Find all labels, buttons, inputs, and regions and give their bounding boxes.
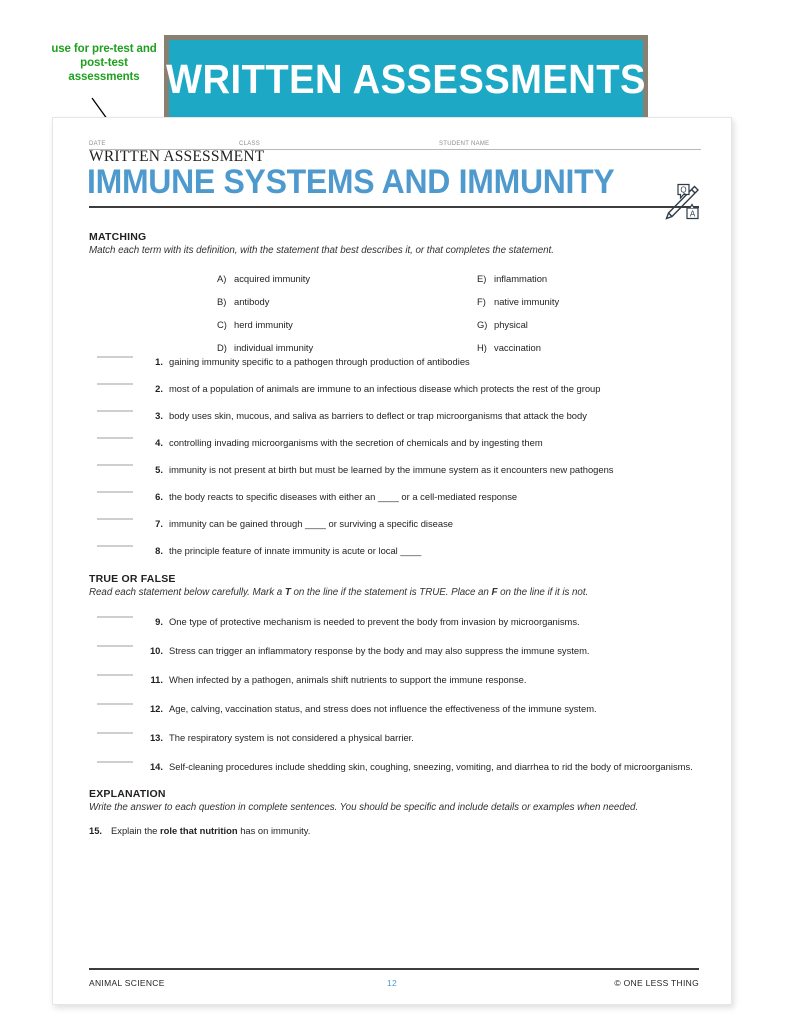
true-false-number-10: 10. <box>149 645 163 656</box>
term-letter-g: G) <box>477 319 488 330</box>
class-rule <box>239 149 439 150</box>
term-letter-e: E) <box>477 273 487 284</box>
matching-number-2: 2. <box>155 383 163 394</box>
answer-blank-5[interactable] <box>97 464 133 466</box>
term-letter-a: A) <box>217 273 227 284</box>
true-false-row-10 <box>89 645 701 659</box>
answer-blank-9[interactable] <box>97 616 133 618</box>
matching-text-8: the principle feature of innate immunity is acute or local ____ <box>169 545 422 556</box>
footer-course-label: ANIMAL SCIENCE <box>89 978 165 988</box>
answer-blank-4[interactable] <box>97 437 133 439</box>
matching-number-4: 4. <box>155 437 163 448</box>
student-name-rule <box>439 149 701 150</box>
worksheet-page <box>52 117 732 1005</box>
title-divider <box>89 206 699 208</box>
matching-text-6: the body reacts to specific diseases with either an ____ or a cell-mediated response <box>169 491 518 502</box>
section-instructions-explanation: Write the answer to each question in complete sentences. You should be specific and include details or examples when needed. <box>89 802 639 813</box>
section-instructions-true-false: Read each statement below carefully. Mark a T on the line if the statement is TRUE. Place an F on the line if it is not. <box>89 587 589 598</box>
svg-text:Q: Q <box>680 185 687 195</box>
term-letter-d: D) <box>217 342 227 353</box>
true-false-number-13: 13. <box>149 732 163 743</box>
assessment-kicker: WRITTEN ASSESSMENT <box>89 148 265 165</box>
section-instructions-matching: Match each term with its definition, with the statement that best describes it, or that completes the statement. <box>89 245 554 256</box>
term-letter-h: H) <box>477 342 487 353</box>
true-false-text-14: Self-cleaning procedures include shedding skin, coughing, sneezing, vomiting, and diarrhea to rid the body of microorganisms. <box>169 761 693 772</box>
answer-blank-3[interactable] <box>97 410 133 412</box>
footer-page-number: 12 <box>386 978 398 988</box>
answer-blank-6[interactable] <box>97 491 133 493</box>
matching-row-6 <box>89 491 701 505</box>
matching-row-1 <box>89 356 701 370</box>
true-false-number-12: 12. <box>149 703 163 714</box>
true-false-row-13 <box>89 732 701 746</box>
term-text-f: native immunity <box>494 296 560 307</box>
true-false-text-13: The respiratory system is not considered a physical barrier. <box>169 732 414 743</box>
matching-number-7: 7. <box>155 518 163 529</box>
answer-blank-1[interactable] <box>97 356 133 358</box>
banner-title: WRITTEN ASSESSMENTS <box>166 55 646 102</box>
matching-row-7 <box>89 518 701 532</box>
true-false-text-9: One type of protective mechanism is needed to prevent the body from invasion by microorganisms. <box>169 616 580 627</box>
term-text-e: inflammation <box>494 273 548 284</box>
student-name-label: STUDENT NAME <box>439 140 490 147</box>
footer-copyright: © ONE LESS THING <box>614 978 699 988</box>
term-item-h <box>477 342 541 353</box>
term-text-b: antibody <box>234 296 270 307</box>
true-false-number-14: 14. <box>149 761 163 772</box>
answer-blank-12[interactable] <box>97 703 133 705</box>
term-text-h: vaccination <box>494 342 541 353</box>
term-item-g <box>477 319 528 330</box>
matching-row-8 <box>89 545 701 559</box>
term-item-d <box>217 342 313 353</box>
true-false-number-11: 11. <box>150 674 163 685</box>
answer-blank-13[interactable] <box>97 732 133 734</box>
term-letter-c: C) <box>217 319 227 330</box>
matching-number-3: 3. <box>155 410 163 421</box>
term-text-g: physical <box>494 319 528 330</box>
class-label: CLASS <box>239 140 261 147</box>
matching-text-7: immunity can be gained through ____ or surviving a specific disease <box>169 518 454 529</box>
answer-blank-10[interactable] <box>97 645 133 647</box>
matching-number-8: 8. <box>155 545 163 556</box>
matching-text-1: gaining immunity specific to a pathogen through production of antibodies <box>169 356 470 367</box>
section-heading-true-false: TRUE OR FALSE <box>89 573 176 585</box>
true-false-number-9: 9. <box>155 616 163 627</box>
section-heading-explanation: EXPLANATION <box>89 788 166 800</box>
answer-blank-14[interactable] <box>97 761 133 763</box>
answer-blank-7[interactable] <box>97 518 133 520</box>
term-item-c <box>217 319 293 330</box>
matching-row-4 <box>89 437 701 451</box>
matching-number-6: 6. <box>155 491 163 502</box>
svg-text:A: A <box>689 209 696 219</box>
explanation-row-15 <box>89 825 701 839</box>
section-heading-matching: MATCHING <box>89 231 147 243</box>
true-false-text-11: When infected by a pathogen, animals shift nutrients to support the immune response. <box>169 674 527 685</box>
true-false-row-9 <box>89 616 701 630</box>
term-text-c: herd immunity <box>234 319 293 330</box>
matching-number-5: 5. <box>155 464 163 475</box>
matching-row-3 <box>89 410 701 424</box>
true-false-row-12 <box>89 703 701 717</box>
date-label: DATE <box>89 140 106 147</box>
matching-row-2 <box>89 383 701 397</box>
footer-divider <box>89 968 699 970</box>
true-false-row-14 <box>89 761 701 775</box>
pencil-qa-icon <box>657 182 701 228</box>
matching-text-2: most of a population of animals are immune to an infectious disease which protects the rest of the group <box>169 383 601 394</box>
explanation-text-15: Explain the role that nutrition has on immunity. <box>111 825 311 836</box>
term-letter-b: B) <box>217 296 227 307</box>
true-false-text-12: Age, calving, vaccination status, and stress does not influence the effectiveness of the immune system. <box>169 703 597 714</box>
answer-blank-2[interactable] <box>97 383 133 385</box>
true-false-row-11 <box>89 674 701 688</box>
term-letter-f: F) <box>477 296 486 307</box>
page-title: IMMUNE SYSTEMS AND IMMUNITY <box>87 163 615 201</box>
matching-row-5 <box>89 464 701 478</box>
term-item-f <box>477 296 559 307</box>
annotation-pretest-note: use for pre-test and post-test assessments <box>51 43 157 84</box>
answer-blank-8[interactable] <box>97 545 133 547</box>
term-item-b <box>217 296 269 307</box>
answer-blank-11[interactable] <box>97 674 133 676</box>
term-text-d: individual immunity <box>234 342 314 353</box>
term-item-a <box>217 273 310 284</box>
matching-text-3: body uses skin, mucous, and saliva as barriers to deflect or trap microorganisms that attack the body <box>169 410 587 421</box>
matching-text-5: immunity is not present at birth but must be learned by the immune system as it encounters new pathogens <box>169 464 614 475</box>
term-item-e <box>477 273 547 284</box>
explanation-number-15: 15. <box>89 825 103 836</box>
term-text-a: acquired immunity <box>234 273 311 284</box>
written-assessments-banner <box>164 35 648 123</box>
true-false-text-10: Stress can trigger an inflammatory response by the body and may also suppress the immune system. <box>169 645 590 656</box>
matching-text-4: controlling invading microorganisms with the secretion of chemicals and by ingesting them <box>169 437 543 448</box>
matching-number-1: 1. <box>155 356 163 367</box>
